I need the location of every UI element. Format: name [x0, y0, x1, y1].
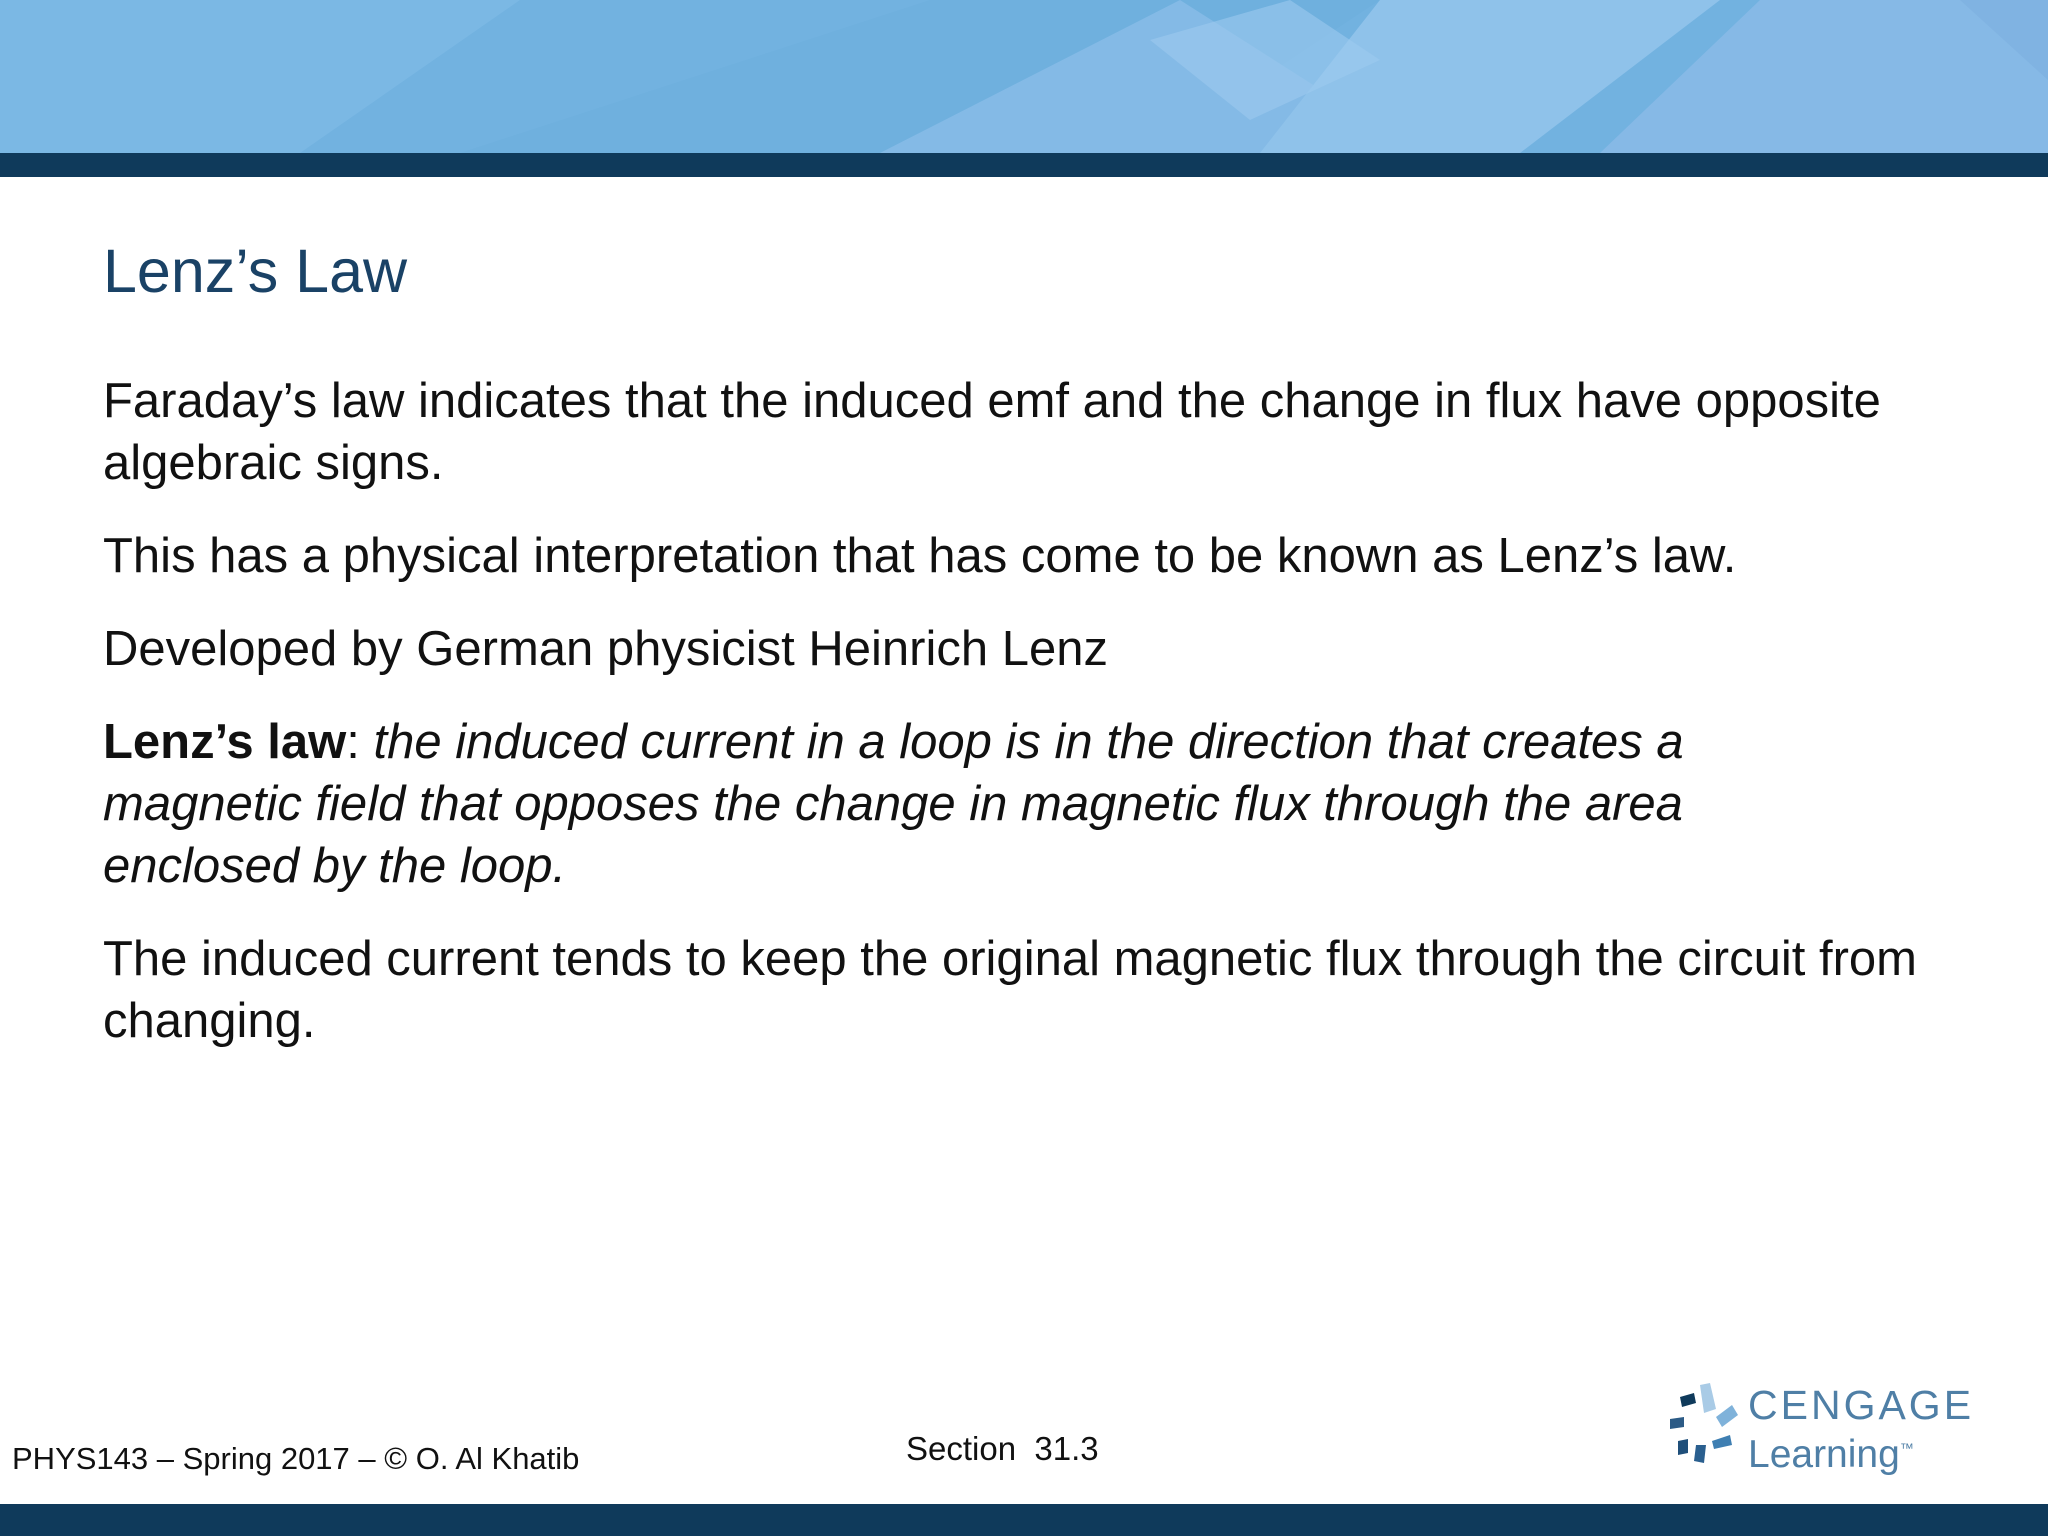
cengage-pinwheel-icon [1664, 1383, 1738, 1473]
logo-trademark: ™ [1899, 1440, 1914, 1456]
paragraph-interpretation: This has a physical interpretation that has come to be known as Lenz’s law. [103, 529, 1737, 583]
cengage-logo-text [1748, 1383, 1974, 1476]
lenz-law-separator: : [346, 715, 374, 769]
paragraph-faraday: Faraday’s law indicates that the induced emf and the change in flux have opposite algebraic signs. [103, 374, 1881, 490]
lenz-law-definition: the induced current in a loop is in the direction that creates a magnetic field that opposes the change in magnetic flux through the area enclosed by the loop. [103, 715, 1684, 893]
header-band [0, 153, 2048, 177]
logo-cengage-word: CENGAGE [1748, 1382, 1975, 1428]
paragraph-induced-current: The induced current tends to keep the original magnetic flux through the circuit from changing. [103, 932, 1917, 1048]
footer-section-number: Section 31.3 [906, 1430, 1099, 1467]
lenz-law-term: Lenz’s law [103, 715, 347, 769]
slide-content [103, 370, 2003, 1052]
logo-learning-word: Learning [1748, 1433, 1900, 1476]
footer-course-credit: PHYS143 – Spring 2017 – © O. Al Khatib [12, 1441, 580, 1476]
slide-title: Lenz’s Law [103, 237, 408, 305]
logo-learning-line [1748, 1427, 1974, 1476]
cengage-logo [1664, 1382, 1975, 1476]
paragraph-lenz-definition [103, 711, 1883, 897]
paragraph-developed-by: Developed by German physicist Heinrich Lenz [103, 622, 1108, 676]
footer-band [0, 1504, 2048, 1536]
header-banner [0, 0, 2048, 153]
